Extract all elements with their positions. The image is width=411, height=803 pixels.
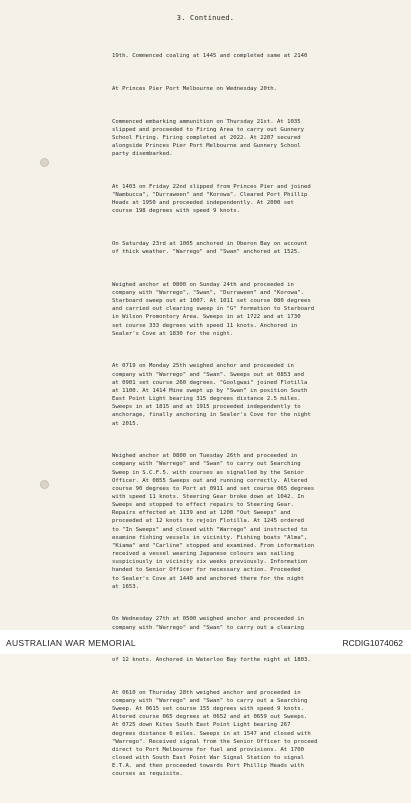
punch-hole	[40, 158, 49, 167]
paragraph: At 0719 on Monday 25th weighed anchor and proceeded in company with "Warrego" and "Swan". Sweeps out at 0853 and at 0901 set course 260 degrees. "Goolgwai" joined Flotilla at 1100. At 1414 Mine swept up by "Swan" in position South East Point Light bearing 315 degrees distance 2.5 miles. Sweeps in at 1815 and at 1915 proceeded independently to anchorage, finally anchoring in Sealer's Cove for the night at 2015.	[112, 363, 311, 427]
paragraph: At 1403 on Friday 22nd slipped from Princes Pier and joined "Nambucca", "Durraween" and "Korowa". Cleared Port Phillip Heads at 1950 and proceeded independently. At 2000 set course 198 degrees with speed 9 knots.	[112, 183, 311, 215]
page-heading: 3. Continued.	[176, 14, 235, 22]
paragraph: On Wednesday 27th at 0500 weighed anchor and proceeded in company with "Warrego" and "Swan" to carry out a clearing of 12 knots. Anchored in Waterloo Bay forthe night at 1803.	[112, 616, 311, 664]
footer-record-id: RCDIG1074062	[342, 638, 403, 648]
paragraph: On Saturday 23rd at 1005 anchored in Oberon Bay on account of thick weather. "Warrego" and "Swan" anchored at 1525.	[112, 241, 308, 256]
punch-hole	[40, 480, 49, 489]
footer-institution: AUSTRALIAN WAR MEMORIAL	[6, 638, 136, 648]
paragraph: 19th. Commenced coaling at 1445 and completed same at 2140	[112, 53, 308, 60]
paragraph: At Princes Pier Port Melbourne on Wednesday 20th.	[112, 85, 278, 92]
paragraph: At 0610 on Thursday 28th weighed anchor and proceeded in company with "Warrego" and "Swan" to carry out a Searching Sweep. At 0615 set course 155 degrees with speed 9 knots. Altered course 065 degrees at 0652 and at 0659 out Sweeps. At 0725 down Kites South East Point Light bearing 267 degrees distance 6 miles. Sweeps in at 1547 and closed with "Warrego". Received signal from the Senior Officer to proceed direct to Port Melbourne for fuel and provisions. At 1700 closed with South East Point War Signal Station to signal E.T.A. and then proceeded towards Port Phillip Heads with courses as requisite.	[112, 689, 318, 778]
paragraph: Weighed anchor at 0800 on Sunday 24th and proceeded in company with "Warrego", "Swan", "Durraween" and "Korowa". Starboard sweep out at 1007. At 1011 set course 080 degrees and carried out clearing sweep in "G" formation to Starboard in Wilson Promontory Area. Sweeps in at 1722 and at 1730 set course 333 degrees with speed 11 knots. Anchored in Sealer's Cove at 1830 for the night.	[112, 281, 315, 337]
paragraph: Commenced embarking ammunition on Thursday 21st. At 1035 slipped and proceeded to Firing Area to carry out Gunnery School Firing. Firing completed at 2022. At 2207 secured alongside Princes Pier Port Melbourne and Gunnery School party disembarked.	[112, 118, 304, 158]
paragraph: Weighed anchor at 0800 on Tuesday 26th and proceeded in company with "Warrego" and "Swan" to carry out Searching Sweep in S.C.F.5. with courses as signalled by the Senior Officer. At 0855 Sweeps out and running correctly. Altered course 90 degrees to Port at 0911 and set course 065 degrees with speed 11 knots. Steering Gear broke down at 1042. In Sweeps and stopped to effect repairs to Steering Gear. Repairs effected at 1139 and at 1200 "Out Sweeps" and proceeded at 12 knots to rejoin Flotilla. At 1245 ordered to "In Sweeps" and closed with "Warrego" and instructed to examine fishing vessels in vicinity. Fishing boats "Alma", "Kiama" and "Carline" stopped and examined. From information received a vessel wearing Japanese colours was sailing suspiciously in vicinity six weeks previously. Information handed to Senior Officer for necessary action. Proceeded to Sealer's Cove at 1440 and anchored there for the night at 1653.	[112, 453, 315, 590]
archive-footer	[0, 630, 411, 654]
document-body	[112, 36, 402, 803]
